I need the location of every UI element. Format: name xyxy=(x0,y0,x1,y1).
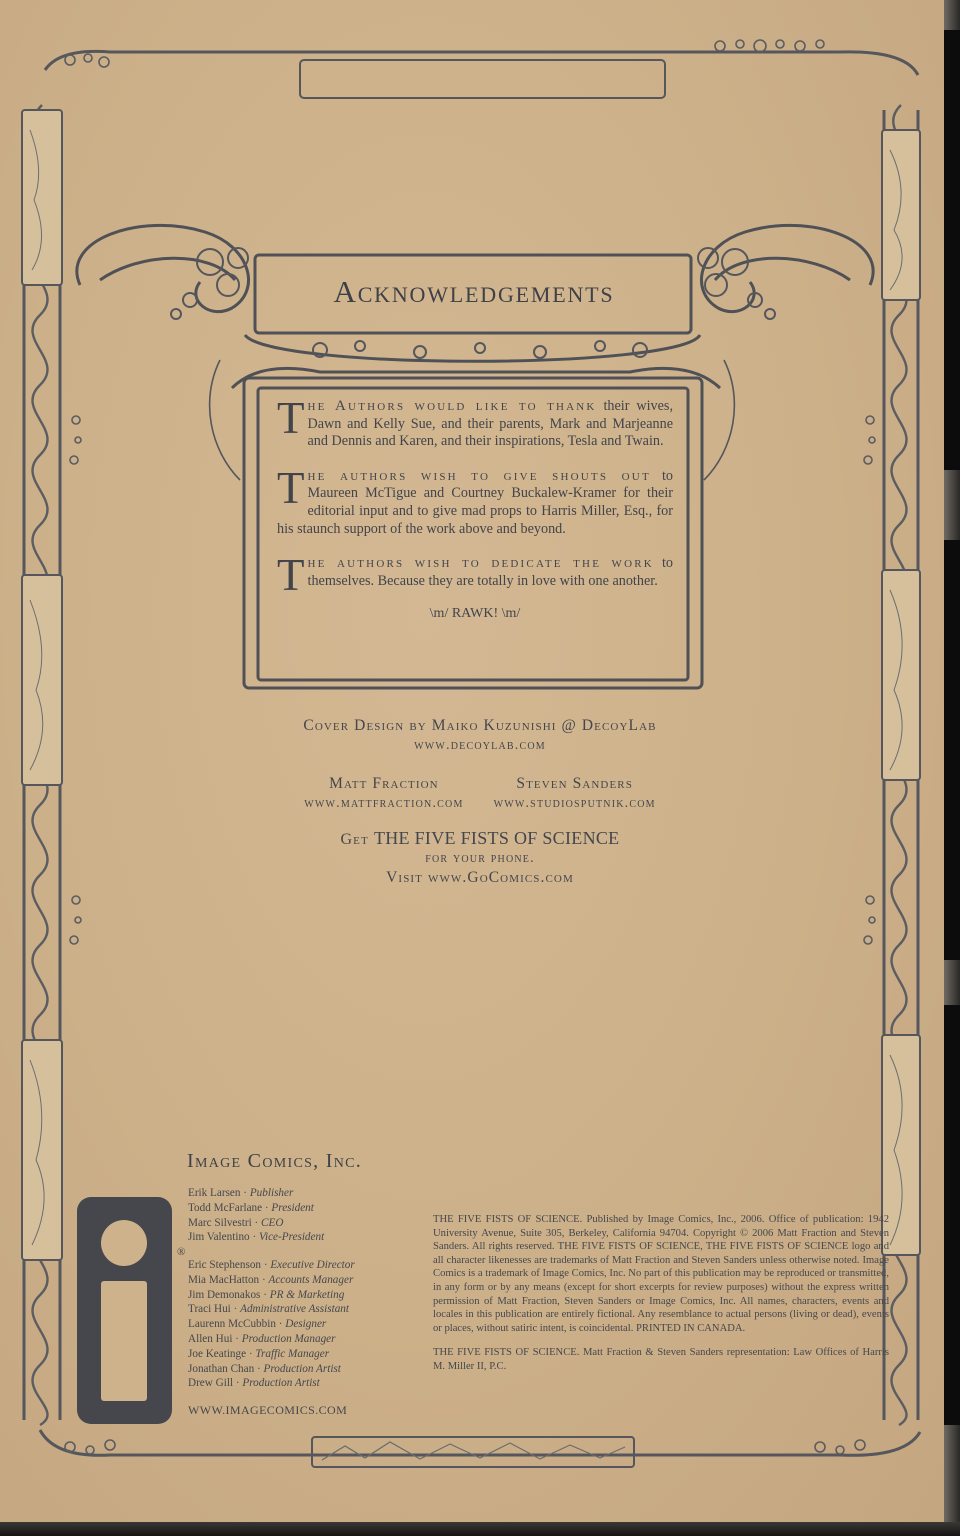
legal-notice xyxy=(433,1213,889,1385)
thanks-paragraph-2 xyxy=(277,462,674,538)
thanks-body: to Maureen McTigue and Courtney Buckalew-Kramer for their editorial input and to give mad props to Harris Miller, Esq., for his staunch support of the work above and beyond. xyxy=(277,467,674,537)
legal-paragraph: THE FIVE FISTS OF SCIENCE. Published by Image Comics, Inc., 2006. Office of publication: 1942 University Avenue, Suite 305, Berkeley, California 94704. Copyright © 2006 Matt Fraction and Steven Sanders. All rights reserved. THE FIVE FISTS OF SCIENCE, THE FIVE FISTS OF SCIENCE logo and all character likenesses are trademarks of Matt Fraction and Steven Sanders unless otherwise noted. Image Comics is a trademark of Image Comics, Inc. No part of this publication may be reproduced or transmitted, in any form or by any means (except for short excerpts for review purposes) without the express written permission of Matt Fraction, Steven Sanders or Image Comics, Inc. All names, characters, events and locales in this publication are entirely fictional. Any resemblance to actual persons (living or dead), events or places, without satiric intent, is coincidental. PRINTED IN CANADA. xyxy=(433,1214,889,1334)
adjacent-page-strip xyxy=(944,30,960,470)
promo-title: THE FIVE FISTS OF SCIENCE xyxy=(373,828,620,848)
staff-line: Eric Stephenson · Executive Director xyxy=(188,1259,355,1271)
promo-get: Get xyxy=(340,831,369,848)
staff-line: Drew Gill · Production Artist xyxy=(188,1377,320,1390)
promo-line: for your phone. xyxy=(425,851,535,866)
thanks-body: their wives, Dawn and Kelly Sue, and their parents, Mark and Marjeanne and Dennis and Karen, and their inspirations, Tesla and Twain. xyxy=(307,398,673,450)
cover-credit xyxy=(180,716,780,756)
adjacent-page-strip xyxy=(944,540,960,960)
staff-line: Joe Keatinge · Traffic Manager xyxy=(188,1347,330,1360)
acknowledgements-plate xyxy=(0,0,944,760)
staff-line: Todd McFarlane · President xyxy=(188,1201,314,1214)
author-name: Matt Fraction xyxy=(329,775,439,792)
staff-line: Laurenn McCubbin · Designer xyxy=(188,1318,327,1331)
staff-line: Jim Demonakos · PR & Marketing xyxy=(188,1288,345,1301)
staff-line: Mia MacHatton · Accounts Manager xyxy=(188,1273,354,1286)
thanks-paragraph-3 xyxy=(277,550,673,601)
author-credits xyxy=(180,774,780,814)
registered-mark: ® xyxy=(177,1246,186,1258)
drop-cap: T xyxy=(277,550,305,601)
executives-list xyxy=(188,1186,324,1245)
staff-line: Jonathan Chan · Production Artist xyxy=(188,1362,341,1375)
cover-design-credit: Cover Design by Maiko Kuzunishi @ DecoyLab xyxy=(303,717,657,734)
thanks-paragraph-1 xyxy=(277,393,673,451)
thanks-lead: he authors wish to give shouts out xyxy=(307,467,651,484)
author-url: www.studiosputnik.com xyxy=(493,796,656,811)
publisher-name: Image Comics, Inc. xyxy=(187,1150,363,1172)
staff-line: Erik Larsen · Publisher xyxy=(188,1187,294,1199)
staff-line: Allen Hui · Production Manager xyxy=(188,1332,336,1345)
drop-cap: T xyxy=(277,462,305,513)
page-title: Acknowledgements xyxy=(333,274,615,309)
promo-block xyxy=(180,828,780,888)
signoff: \m/ RAWK! \m/ xyxy=(429,606,521,622)
thanks-lead: he authors wish to dedicate the work xyxy=(307,555,654,572)
thanks-body: to themselves. Because they are totally in love with one another. xyxy=(307,555,673,589)
adjacent-page-strip xyxy=(944,1005,960,1425)
author-name: Steven Sanders xyxy=(516,775,633,792)
staff-line: Traci Hui · Administrative Assistant xyxy=(188,1303,350,1316)
bottom-edge-shadow xyxy=(0,1522,960,1536)
image-comics-logo xyxy=(73,1193,176,1428)
staff-line: Jim Valentino · Vice-President xyxy=(188,1231,325,1244)
promo-visit: Visit www.GoComics.com xyxy=(386,869,574,886)
drop-cap: T xyxy=(277,393,305,443)
thanks-lead: he Authors would like to thank xyxy=(307,398,597,414)
acknowledgements-text xyxy=(277,393,674,623)
author-url: www.mattfraction.com xyxy=(304,796,464,811)
cover-design-url: www.decoylab.com xyxy=(414,738,546,753)
publisher-url: WWW.IMAGECOMICS.COM xyxy=(188,1403,348,1417)
staff-line: Marc Silvestri · CEO xyxy=(188,1216,284,1229)
staff-list xyxy=(188,1258,355,1391)
legal-paragraph: THE FIVE FISTS OF SCIENCE. Matt Fraction & Steven Sanders representation: Law Offices of Harris M. Miller II, P.C. xyxy=(433,1347,889,1372)
